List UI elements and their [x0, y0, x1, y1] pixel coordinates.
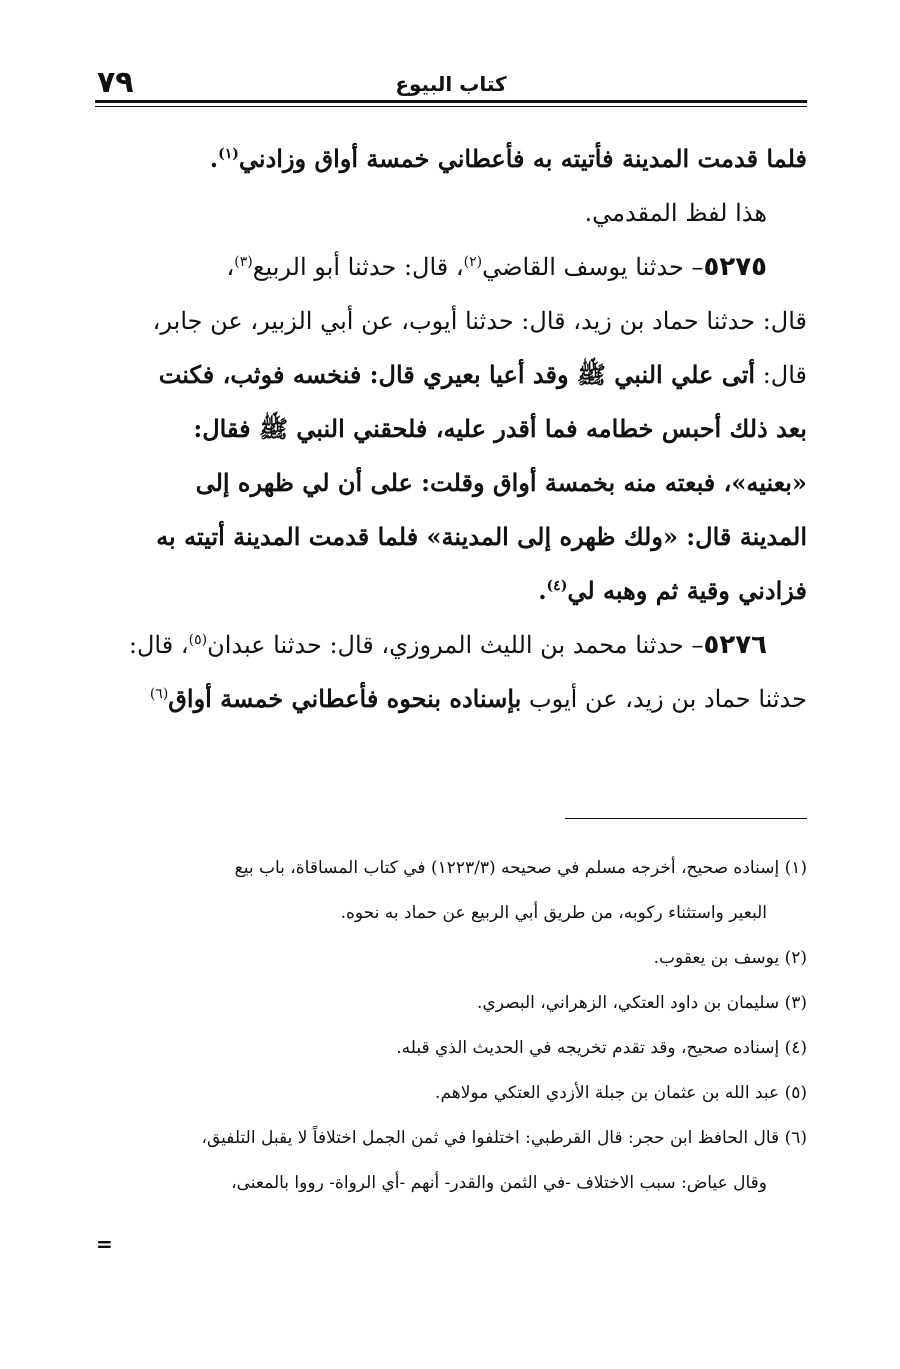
- running-title: كتاب البيوع: [395, 72, 507, 96]
- footnote-3: (٣) سليمان بن داود العتكي، الزهراني، البصري.: [477, 993, 807, 1013]
- hadith-text: بعد ذلك أحبس خطامه فما أقدر عليه، فلحقني النبي ﷺ فقال:: [193, 414, 807, 443]
- footnote-ref: (٥): [188, 632, 208, 648]
- footnote-6: (٦) قال الحافظ ابن حجر: قال القرطبي: اختلفوا في ثمن الجمل اختلافاً لا يقبل التلفيق،: [201, 1128, 807, 1148]
- footnote-ref: (٢): [463, 254, 483, 270]
- isnad-text: قال:: [755, 361, 807, 389]
- page-number: ٧٩: [97, 65, 134, 100]
- footnote-ref: (٤): [546, 578, 568, 594]
- isnad-text: ، قال: حدثنا أبو الربيع: [252, 253, 464, 281]
- footnotes: [95, 846, 807, 1206]
- text-line-4: [95, 294, 807, 348]
- isnad-text: حدثنا حماد بن زيد، عن أيوب: [521, 685, 807, 713]
- lafz-note: هذا لفظ المقدمي.: [584, 199, 767, 227]
- isnad-text: ،: [226, 253, 235, 281]
- hadith-text: فزادني وقية ثم وهبه لي: [567, 576, 807, 605]
- text-line-5: [95, 348, 807, 402]
- hadith-text: فلما قدمت المدينة فأتيته به فأعطاني خمسة أواق وزادني: [238, 144, 807, 173]
- hadith-text: «بعنيه»، فبعته منه بخمسة أواق وقلت: على أن لي ظهره إلى: [195, 468, 807, 497]
- isnad-text: قال: حدثنا حماد بن زيد، قال: حدثنا أيوب، عن أبي الزبير، عن جابر،: [152, 307, 807, 335]
- footnote-ref: (١): [218, 146, 239, 162]
- text-line-11: [95, 672, 807, 726]
- footnote-ref: (٣): [234, 254, 253, 270]
- header-rule-thick: [95, 100, 807, 103]
- page-header: [95, 66, 807, 102]
- footnote-1-continued: البعير واستثناء ركوبه، من طريق أبي الربيع عن حماد به نحوه.: [340, 903, 767, 923]
- footnote-1: (١) إسناده صحيح، أخرجه مسلم في صحيحه (١٢٢٣/٣) في كتاب المساقاة، باب بيع: [234, 858, 807, 878]
- footnote-6-continued: وقال عياض: سبب الاختلاف -في الثمن والقدر- أنهم -أي الرواة- رووا بالمعنى،: [231, 1173, 767, 1193]
- hadith-text: المدينة قال: «ولك ظهره إلى المدينة» فلما قدمت المدينة أتيته به: [156, 522, 807, 551]
- hadith-number: ٥٢٧٦: [703, 630, 767, 660]
- hadith-text: بإسناده بنحوه فأعطاني خمسة أواق: [168, 684, 522, 713]
- text-line-9: فزادني وقية ثم وهبه لي$^{(٤)}$.: [538, 576, 807, 605]
- isnad-text: – حدثنا يوسف القاضي: [482, 253, 704, 281]
- footnote-separator: [565, 818, 807, 819]
- text-line-1: فلما قدمت المدينة فأتيته به فأعطاني خمسة أواق وزادني$^{(١)}$.: [209, 144, 807, 173]
- footnote-4: (٤) إسناده صحيح، وقد تقدم تخريجه في الحديث الذي قبله.: [396, 1038, 807, 1058]
- text-line-8: [95, 510, 807, 564]
- footnote-2: (٢) يوسف بن يعقوب.: [653, 948, 807, 968]
- hadith-text: أتى علي النبي ﷺ وقد أعيا بعيري قال: فنخسه فوثب، فكنت: [158, 360, 756, 389]
- text-line-10: [95, 618, 807, 672]
- text-line-3: [95, 240, 807, 294]
- hadith-number: ٥٢٧٥: [703, 252, 767, 282]
- isnad-text: ، قال:: [128, 631, 189, 659]
- isnad-text: – حدثنا محمد بن الليث المروزي، قال: حدثنا عبدان: [207, 631, 704, 659]
- header-rule-thin: [95, 106, 807, 107]
- text-line-7: [95, 456, 807, 510]
- footnote-ref: (٦): [149, 686, 169, 702]
- main-text: [95, 132, 807, 726]
- footnote-5: (٥) عبد الله بن عثمان بن جبلة الأزدي العتكي مولاهم.: [435, 1083, 807, 1103]
- text-line-2: [95, 186, 807, 240]
- text-line-6: [95, 402, 807, 456]
- continuation-mark: =: [96, 1232, 113, 1256]
